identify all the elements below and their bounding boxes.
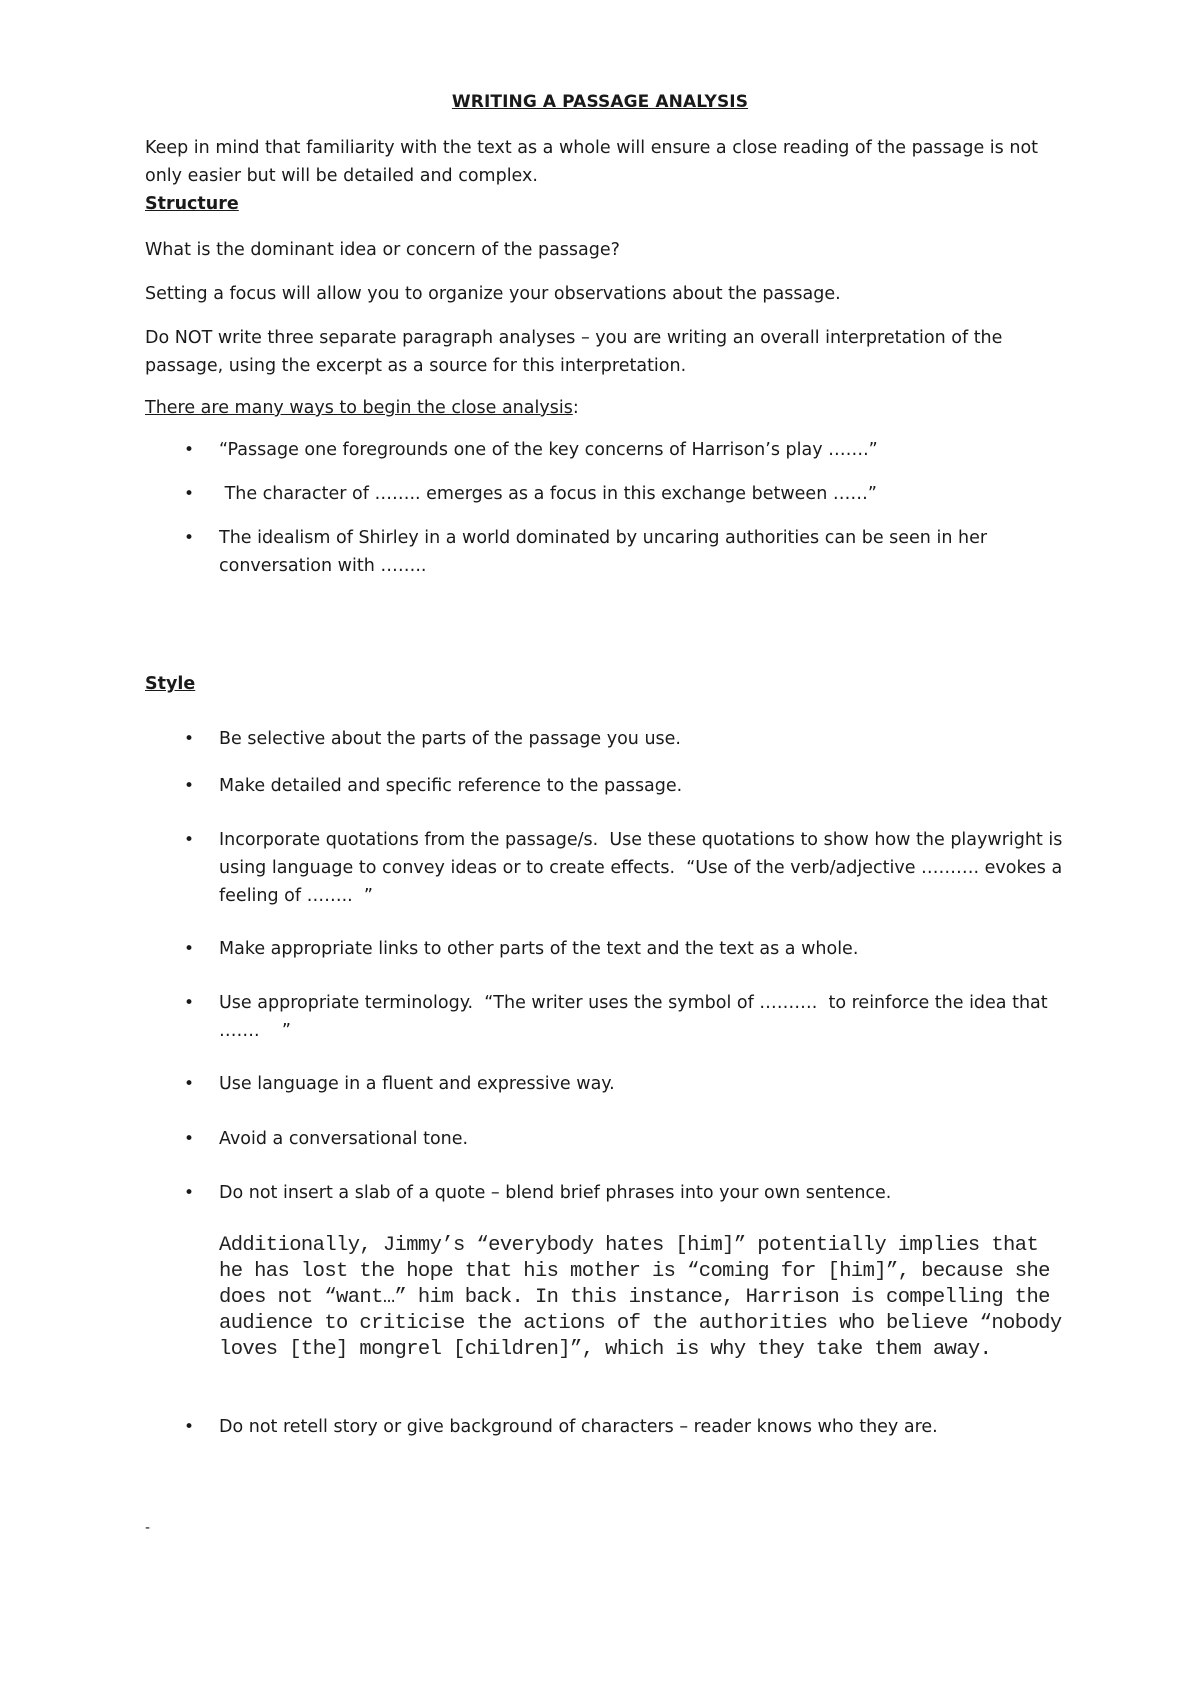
structure-advice: Do NOT write three separate paragraph analyses – you are writing an overall interpretation of the passage, using the excerpt as a source for this interpretation.	[145, 328, 1003, 376]
bullet-text: Incorporate quotations from the passage/s. Use these quotations to show how the playwright is using language to convey ideas or to create effects. “Use of the verb/adjective ………. evokes a feeling of …….. ”	[219, 830, 1068, 906]
bullet-text: Use language in a fluent and expressive way.	[219, 1074, 615, 1094]
bullet-icon: •	[184, 440, 195, 460]
bullet-icon: •	[184, 1183, 195, 1203]
bullet-icon: •	[184, 528, 195, 548]
bullet-icon: •	[184, 776, 195, 796]
ways-label-line	[145, 394, 1065, 422]
bullet-text: Do not retell story or give background of characters – reader knows who they are.	[219, 1417, 938, 1437]
bullet-icon: •	[184, 939, 195, 959]
bullet-text: “Passage one foregrounds one of the key concerns of Harrison’s play …….”	[219, 440, 878, 460]
bullet-text: Make detailed and specific reference to the passage.	[219, 776, 683, 796]
bullet-icon: •	[184, 993, 195, 1013]
ways-label: There are many ways to begin the close analysis	[145, 398, 573, 418]
bullet-icon: •	[184, 729, 195, 749]
bullet-icon: •	[184, 830, 195, 850]
style-heading: Style	[145, 674, 196, 694]
structure-focus: Setting a focus will allow you to organize your observations about the passage.	[145, 284, 841, 304]
intro-paragraph: Keep in mind that familiarity with the text as a whole will ensure a close reading of the passage is not only easier but will be detailed and complex.	[145, 138, 1039, 186]
bullet-text: The idealism of Shirley in a world dominated by uncaring authorities can be seen in her conversation with ……..	[219, 528, 988, 576]
bullet-icon: •	[184, 1129, 195, 1149]
bullet-text: Make appropriate links to other parts of the text and the text as a whole.	[219, 939, 859, 959]
ways-colon: :	[572, 398, 579, 418]
footer-mark: -	[145, 1520, 151, 1536]
bullet-text: Do not insert a slab of a quote – blend brief phrases into your own sentence.	[219, 1183, 892, 1203]
bullet-icon: •	[184, 1074, 195, 1094]
bullet-icon: •	[184, 484, 195, 504]
structure-heading: Structure	[145, 194, 239, 214]
bullet-text: Be selective about the parts of the passage you use.	[219, 729, 681, 749]
bullet-text: The character of …….. emerges as a focus in this exchange between ……”	[219, 484, 877, 504]
structure-question: What is the dominant idea or concern of the passage?	[145, 240, 620, 260]
document-title: WRITING A PASSAGE ANALYSIS	[451, 92, 749, 112]
example-quote-paragraph: Additionally, Jimmy’s “everybody hates [him]” potentially implies that he has lost the hope that his mother is “coming for [him]”, because she does not “want…” him back. In this instance, Harrison is compelling the audience to criticise the actions of the authorities who believe “nobody loves [the] mongrel [children]”, which is why they take them away.	[219, 1234, 1062, 1361]
bullet-text: Use appropriate terminology. “The writer uses the symbol of ………. to reinforce the idea that ……. ”	[219, 993, 1054, 1041]
bullet-text: Avoid a conversational tone.	[219, 1129, 469, 1149]
bullet-icon: •	[184, 1417, 195, 1437]
